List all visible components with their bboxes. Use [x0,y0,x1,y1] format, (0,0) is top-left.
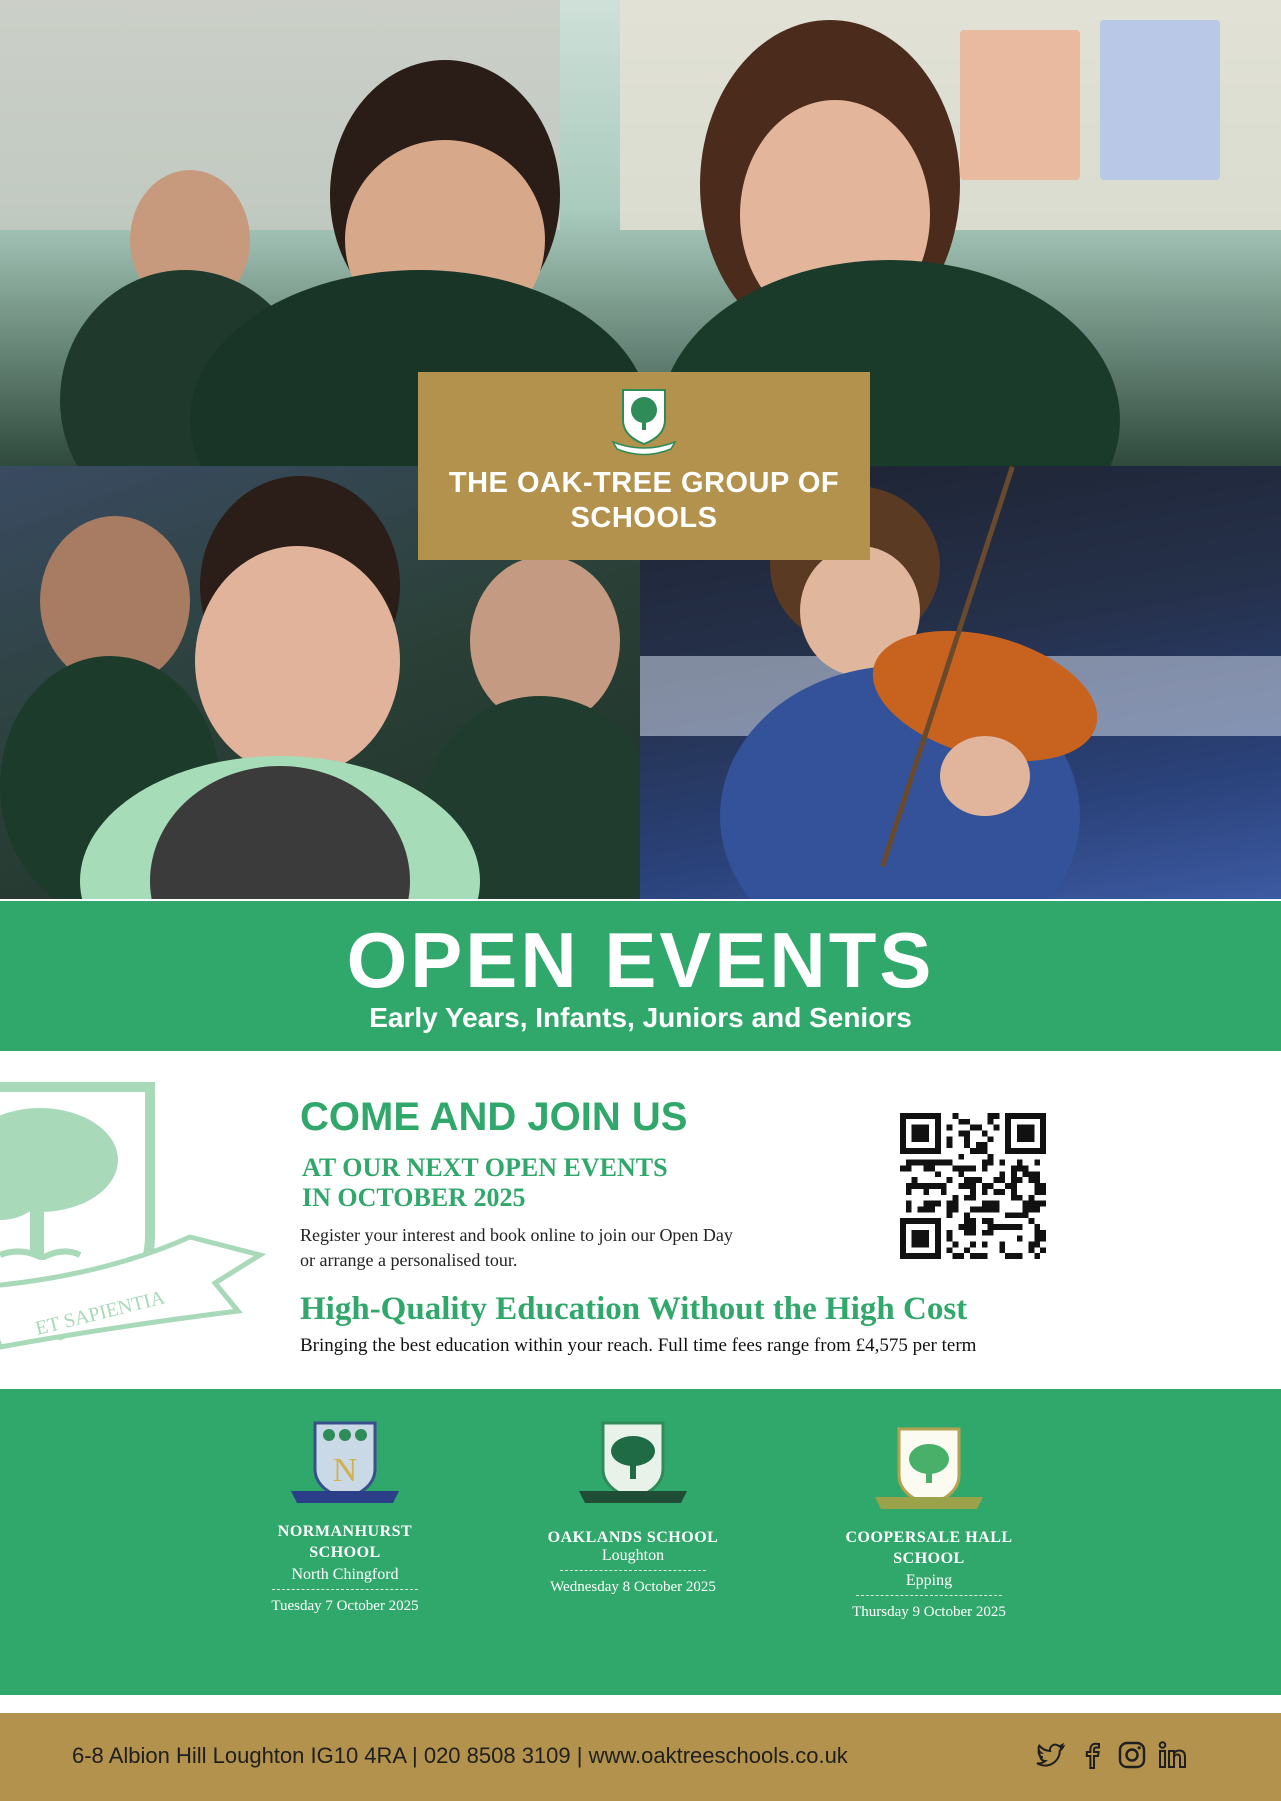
group-logo-box [418,372,870,560]
join-subheading [302,1153,668,1213]
join-body-line2: or arrange a personalised tour. [300,1250,518,1270]
crest-motto: ET SAPIENTIA [33,1286,168,1340]
school-oaklands [518,1419,748,1597]
school-location: Loughton [601,1547,665,1564]
footer [0,1713,1281,1801]
coopersale-crest-icon [869,1425,989,1525]
school-date: Wednesday 8 October 2025 [550,1579,716,1595]
join-subheading-line2: IN OCTOBER 2025 [302,1183,526,1212]
open-events-title: OPEN EVENTS [346,916,935,1004]
linkedin-icon[interactable] [1156,1739,1188,1771]
school-location: Epping [905,1572,953,1589]
info-section [0,1051,1281,1389]
group-name: THE OAK-TREE GROUP OF SCHOOLS [448,467,840,534]
watermark-crest-icon [0,1065,270,1365]
school-name-line1: OAKLANDS SCHOOL [547,1529,719,1546]
join-heading: COME AND JOIN US [300,1095,688,1139]
school-name-line2: SCHOOL [309,1544,381,1561]
instagram-icon[interactable] [1116,1739,1148,1771]
join-subheading-line1: AT OUR NEXT OPEN EVENTS [302,1153,668,1182]
twitter-icon[interactable] [1034,1739,1066,1771]
qr-code[interactable] [900,1113,1046,1259]
quality-body: Bringing the best education within your reach. Full time fees range from £4,575 per term [300,1335,977,1356]
school-date: Tuesday 7 October 2025 [271,1598,419,1614]
facebook-icon[interactable] [1076,1739,1108,1771]
contact-info[interactable]: 6-8 Albion Hill Loughton IG10 4RA | 020 8508 3109 | www.oaktreeschools.co.uk [72,1743,848,1768]
quality-heading: High-Quality Education Without the High Cost [300,1291,968,1327]
school-name-line1: COOPERSALE HALL [845,1529,1013,1546]
school-location: North Chingford [291,1566,399,1583]
oaklands-crest-icon [573,1419,693,1519]
join-body-line1: Register your interest and book online to join our Open Day [300,1225,733,1245]
open-events-banner [0,901,1281,1051]
school-coopersale [814,1425,1044,1622]
open-events-subtitle: Early Years, Infants, Juniors and Seniors [369,1002,912,1033]
normanhurst-crest-icon [285,1419,405,1519]
join-body [300,1223,860,1273]
school-name-line2: SCHOOL [893,1550,965,1567]
schools-section [0,1389,1281,1695]
school-normanhurst [230,1419,460,1616]
school-name-line1: NORMANHURST [277,1523,413,1540]
oak-tree-crest-icon [609,386,679,456]
svg-text:N: N [332,1452,358,1489]
school-date: Thursday 9 October 2025 [852,1604,1006,1620]
